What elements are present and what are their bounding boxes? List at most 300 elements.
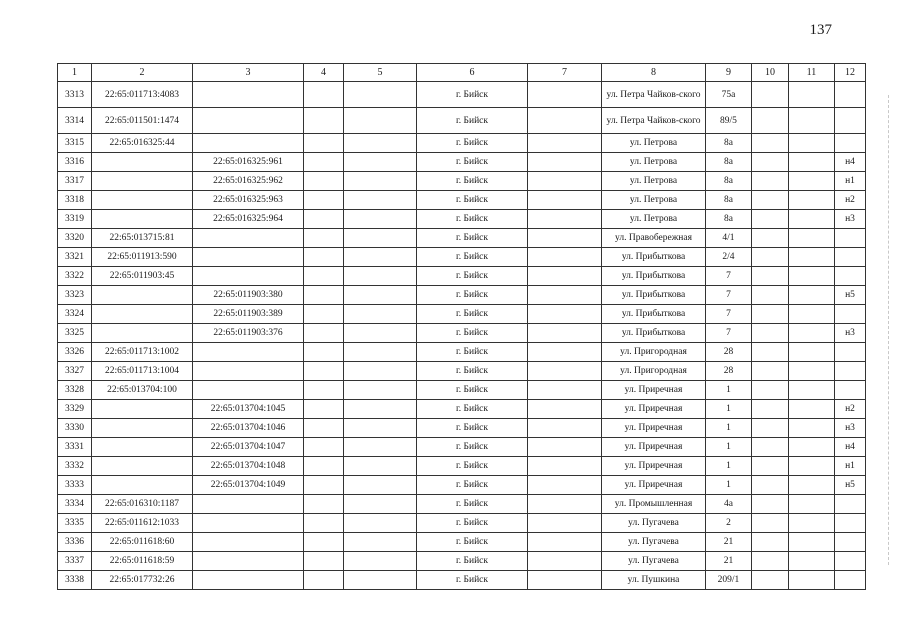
column-header: 3	[193, 64, 304, 82]
empty-cell	[304, 476, 344, 495]
street-cell: ул. Прибыткова	[602, 248, 706, 267]
city-cell: г. Бийск	[417, 495, 528, 514]
empty-cell	[528, 571, 602, 590]
empty-cell	[304, 438, 344, 457]
empty-cell	[344, 108, 417, 134]
record-number-cell: 3318	[58, 191, 92, 210]
empty-cell	[344, 343, 417, 362]
premises-cadastral-number-cell	[193, 343, 304, 362]
table-row	[58, 362, 866, 381]
table-row	[58, 191, 866, 210]
empty-cell	[789, 571, 835, 590]
empty-cell	[304, 305, 344, 324]
record-number-cell: 3332	[58, 457, 92, 476]
empty-cell	[528, 324, 602, 343]
table-row	[58, 495, 866, 514]
city-cell: г. Бийск	[417, 172, 528, 191]
empty-cell	[789, 457, 835, 476]
street-cell: ул. Петрова	[602, 191, 706, 210]
column-header: 2	[92, 64, 193, 82]
empty-cell	[344, 438, 417, 457]
empty-cell	[344, 552, 417, 571]
empty-cell	[344, 153, 417, 172]
empty-cell	[789, 108, 835, 134]
house-number-cell: 1	[706, 419, 752, 438]
empty-cell	[752, 229, 789, 248]
street-cell: ул. Прибыткова	[602, 324, 706, 343]
record-number-cell: 3328	[58, 381, 92, 400]
table-row	[58, 457, 866, 476]
city-cell: г. Бийск	[417, 134, 528, 153]
column-header: 9	[706, 64, 752, 82]
empty-cell	[304, 82, 344, 108]
empty-cell	[789, 172, 835, 191]
table-row	[58, 153, 866, 172]
record-number-cell: 3323	[58, 286, 92, 305]
empty-cell	[344, 82, 417, 108]
empty-cell	[528, 191, 602, 210]
table-row	[58, 210, 866, 229]
empty-cell	[752, 82, 789, 108]
empty-cell	[528, 267, 602, 286]
empty-cell	[752, 191, 789, 210]
empty-cell	[528, 343, 602, 362]
column-header: 12	[835, 64, 866, 82]
street-cell: ул. Пугачева	[602, 533, 706, 552]
empty-cell	[304, 419, 344, 438]
empty-cell	[344, 476, 417, 495]
note-cell	[835, 362, 866, 381]
house-number-cell: 7	[706, 324, 752, 343]
house-number-cell: 1	[706, 438, 752, 457]
street-cell: ул. Пугачева	[602, 552, 706, 571]
empty-cell	[344, 571, 417, 590]
street-cell: ул. Прибыткова	[602, 286, 706, 305]
empty-cell	[789, 229, 835, 248]
cadastral-number-cell	[92, 419, 193, 438]
empty-cell	[344, 457, 417, 476]
empty-cell	[752, 286, 789, 305]
note-cell	[835, 571, 866, 590]
note-cell: н1	[835, 457, 866, 476]
table-row	[58, 267, 866, 286]
table-row	[58, 343, 866, 362]
city-cell: г. Бийск	[417, 82, 528, 108]
cadastral-number-cell: 22:65:016325:44	[92, 134, 193, 153]
record-number-cell: 3338	[58, 571, 92, 590]
empty-cell	[752, 476, 789, 495]
empty-cell	[528, 248, 602, 267]
empty-cell	[789, 533, 835, 552]
empty-cell	[752, 381, 789, 400]
empty-cell	[344, 286, 417, 305]
column-header: 10	[752, 64, 789, 82]
note-cell	[835, 248, 866, 267]
premises-cadastral-number-cell: 22:65:016325:962	[193, 172, 304, 191]
column-header: 1	[58, 64, 92, 82]
note-cell: н3	[835, 324, 866, 343]
house-number-cell: 7	[706, 305, 752, 324]
premises-cadastral-number-cell	[193, 267, 304, 286]
street-cell: ул. Приречная	[602, 381, 706, 400]
empty-cell	[789, 305, 835, 324]
city-cell: г. Бийск	[417, 153, 528, 172]
city-cell: г. Бийск	[417, 533, 528, 552]
empty-cell	[752, 172, 789, 191]
cadastral-number-cell: 22:65:011713:1002	[92, 343, 193, 362]
empty-cell	[344, 267, 417, 286]
empty-cell	[304, 552, 344, 571]
record-number-cell: 3319	[58, 210, 92, 229]
cadastral-number-cell: 22:65:011713:1004	[92, 362, 193, 381]
empty-cell	[528, 305, 602, 324]
house-number-cell: 75а	[706, 82, 752, 108]
house-number-cell: 2/4	[706, 248, 752, 267]
cadastral-number-cell	[92, 305, 193, 324]
table-row	[58, 286, 866, 305]
empty-cell	[528, 172, 602, 191]
cadastral-number-cell: 22:65:011913:590	[92, 248, 193, 267]
street-cell: ул. Петрова	[602, 134, 706, 153]
street-cell: ул. Приречная	[602, 457, 706, 476]
empty-cell	[304, 324, 344, 343]
empty-cell	[752, 267, 789, 286]
scan-edge-marks	[888, 95, 895, 565]
street-cell: ул. Прибыткова	[602, 305, 706, 324]
empty-cell	[344, 210, 417, 229]
premises-cadastral-number-cell: 22:65:013704:1046	[193, 419, 304, 438]
cadastral-number-cell: 22:65:016310:1187	[92, 495, 193, 514]
empty-cell	[789, 381, 835, 400]
cadastral-number-cell	[92, 191, 193, 210]
house-number-cell: 7	[706, 286, 752, 305]
cadastral-number-cell: 22:65:011501:1474	[92, 108, 193, 134]
premises-cadastral-number-cell: 22:65:016325:964	[193, 210, 304, 229]
empty-cell	[304, 457, 344, 476]
city-cell: г. Бийск	[417, 191, 528, 210]
record-number-cell: 3314	[58, 108, 92, 134]
empty-cell	[752, 343, 789, 362]
cadastral-number-cell: 22:65:011618:60	[92, 533, 193, 552]
empty-cell	[304, 267, 344, 286]
cadastral-number-cell	[92, 400, 193, 419]
city-cell: г. Бийск	[417, 210, 528, 229]
note-cell: н2	[835, 191, 866, 210]
house-number-cell: 21	[706, 552, 752, 571]
empty-cell	[344, 134, 417, 153]
city-cell: г. Бийск	[417, 400, 528, 419]
house-number-cell: 1	[706, 476, 752, 495]
premises-cadastral-number-cell	[193, 362, 304, 381]
note-cell	[835, 108, 866, 134]
empty-cell	[344, 400, 417, 419]
house-number-cell: 28	[706, 343, 752, 362]
empty-cell	[344, 514, 417, 533]
city-cell: г. Бийск	[417, 514, 528, 533]
table-row	[58, 400, 866, 419]
record-number-cell: 3331	[58, 438, 92, 457]
empty-cell	[344, 533, 417, 552]
street-cell: ул. Приречная	[602, 438, 706, 457]
empty-cell	[304, 533, 344, 552]
record-number-cell: 3336	[58, 533, 92, 552]
city-cell: г. Бийск	[417, 267, 528, 286]
cadastral-number-cell: 22:65:013704:100	[92, 381, 193, 400]
table-row	[58, 82, 866, 108]
empty-cell	[789, 400, 835, 419]
street-cell: ул. Петрова	[602, 210, 706, 229]
street-cell: ул. Приречная	[602, 419, 706, 438]
note-cell: н3	[835, 210, 866, 229]
cadastral-number-cell: 22:65:011612:1033	[92, 514, 193, 533]
empty-cell	[528, 438, 602, 457]
empty-cell	[528, 514, 602, 533]
cadastral-number-cell	[92, 210, 193, 229]
empty-cell	[528, 400, 602, 419]
column-header: 7	[528, 64, 602, 82]
street-cell: ул. Пригородная	[602, 362, 706, 381]
empty-cell	[789, 82, 835, 108]
city-cell: г. Бийск	[417, 476, 528, 495]
note-cell: н1	[835, 172, 866, 191]
empty-cell	[752, 134, 789, 153]
empty-cell	[344, 362, 417, 381]
empty-cell	[528, 210, 602, 229]
empty-cell	[789, 552, 835, 571]
empty-cell	[344, 172, 417, 191]
house-number-cell: 1	[706, 381, 752, 400]
street-cell: ул. Пугачева	[602, 514, 706, 533]
empty-cell	[789, 476, 835, 495]
note-cell	[835, 343, 866, 362]
note-cell: н3	[835, 419, 866, 438]
premises-cadastral-number-cell	[193, 134, 304, 153]
empty-cell	[752, 571, 789, 590]
cadastral-number-cell: 22:65:017732:26	[92, 571, 193, 590]
street-cell: ул. Петрова	[602, 153, 706, 172]
note-cell: н5	[835, 286, 866, 305]
city-cell: г. Бийск	[417, 438, 528, 457]
house-number-cell: 1	[706, 457, 752, 476]
table-row	[58, 533, 866, 552]
premises-cadastral-number-cell: 22:65:016325:963	[193, 191, 304, 210]
empty-cell	[752, 552, 789, 571]
empty-cell	[789, 210, 835, 229]
empty-cell	[528, 476, 602, 495]
city-cell: г. Бийск	[417, 571, 528, 590]
empty-cell	[789, 438, 835, 457]
cadastral-number-cell	[92, 438, 193, 457]
city-cell: г. Бийск	[417, 457, 528, 476]
empty-cell	[304, 343, 344, 362]
empty-cell	[528, 495, 602, 514]
street-cell: ул. Пушкина	[602, 571, 706, 590]
cadastral-number-cell	[92, 172, 193, 191]
city-cell: г. Бийск	[417, 305, 528, 324]
empty-cell	[528, 229, 602, 248]
house-number-cell: 4а	[706, 495, 752, 514]
premises-cadastral-number-cell: 22:65:011903:389	[193, 305, 304, 324]
house-number-cell: 21	[706, 533, 752, 552]
empty-cell	[528, 286, 602, 305]
empty-cell	[752, 495, 789, 514]
empty-cell	[344, 229, 417, 248]
empty-cell	[789, 343, 835, 362]
city-cell: г. Бийск	[417, 362, 528, 381]
note-cell	[835, 82, 866, 108]
premises-cadastral-number-cell	[193, 514, 304, 533]
note-cell	[835, 134, 866, 153]
city-cell: г. Бийск	[417, 381, 528, 400]
premises-cadastral-number-cell: 22:65:013704:1048	[193, 457, 304, 476]
empty-cell	[789, 324, 835, 343]
record-number-cell: 3313	[58, 82, 92, 108]
premises-cadastral-number-cell	[193, 82, 304, 108]
house-number-cell: 7	[706, 267, 752, 286]
note-cell	[835, 305, 866, 324]
empty-cell	[528, 457, 602, 476]
empty-cell	[344, 495, 417, 514]
column-header: 6	[417, 64, 528, 82]
city-cell: г. Бийск	[417, 108, 528, 134]
note-cell	[835, 495, 866, 514]
cadastral-number-cell: 22:65:011903:45	[92, 267, 193, 286]
empty-cell	[752, 362, 789, 381]
record-number-cell: 3326	[58, 343, 92, 362]
house-number-cell: 8а	[706, 153, 752, 172]
street-cell: ул. Пригородная	[602, 343, 706, 362]
column-header: 8	[602, 64, 706, 82]
house-number-cell: 89/5	[706, 108, 752, 134]
house-number-cell: 28	[706, 362, 752, 381]
street-cell: ул. Прибыткова	[602, 267, 706, 286]
empty-cell	[752, 438, 789, 457]
record-number-cell: 3320	[58, 229, 92, 248]
cadastral-number-cell	[92, 324, 193, 343]
street-cell: ул. Правобережная	[602, 229, 706, 248]
table-row	[58, 419, 866, 438]
empty-cell	[304, 153, 344, 172]
premises-cadastral-number-cell	[193, 248, 304, 267]
empty-cell	[752, 533, 789, 552]
table-row	[58, 438, 866, 457]
empty-cell	[752, 324, 789, 343]
empty-cell	[528, 134, 602, 153]
city-cell: г. Бийск	[417, 286, 528, 305]
premises-cadastral-number-cell: 22:65:013704:1049	[193, 476, 304, 495]
record-number-cell: 3316	[58, 153, 92, 172]
city-cell: г. Бийск	[417, 248, 528, 267]
city-cell: г. Бийск	[417, 229, 528, 248]
table-row	[58, 172, 866, 191]
premises-cadastral-number-cell	[193, 533, 304, 552]
premises-cadastral-number-cell: 22:65:016325:961	[193, 153, 304, 172]
premises-cadastral-number-cell	[193, 381, 304, 400]
record-number-cell: 3324	[58, 305, 92, 324]
empty-cell	[304, 229, 344, 248]
house-number-cell: 4/1	[706, 229, 752, 248]
table-row	[58, 476, 866, 495]
empty-cell	[528, 533, 602, 552]
empty-cell	[528, 108, 602, 134]
record-number-cell: 3330	[58, 419, 92, 438]
table-row	[58, 514, 866, 533]
city-cell: г. Бийск	[417, 324, 528, 343]
note-cell: н2	[835, 400, 866, 419]
record-number-cell: 3337	[58, 552, 92, 571]
table-row	[58, 552, 866, 571]
premises-cadastral-number-cell	[193, 108, 304, 134]
empty-cell	[528, 419, 602, 438]
note-cell	[835, 267, 866, 286]
house-number-cell: 8а	[706, 172, 752, 191]
record-number-cell: 3329	[58, 400, 92, 419]
record-number-cell: 3334	[58, 495, 92, 514]
table-row	[58, 248, 866, 267]
premises-cadastral-number-cell: 22:65:011903:380	[193, 286, 304, 305]
premises-cadastral-number-cell: 22:65:013704:1047	[193, 438, 304, 457]
empty-cell	[789, 495, 835, 514]
house-number-cell: 1	[706, 400, 752, 419]
empty-cell	[304, 571, 344, 590]
premises-cadastral-number-cell	[193, 552, 304, 571]
cadastral-number-cell	[92, 457, 193, 476]
cadastral-number-cell	[92, 153, 193, 172]
record-number-cell: 3325	[58, 324, 92, 343]
note-cell	[835, 514, 866, 533]
empty-cell	[528, 381, 602, 400]
note-cell	[835, 533, 866, 552]
empty-cell	[752, 400, 789, 419]
empty-cell	[344, 248, 417, 267]
note-cell	[835, 229, 866, 248]
empty-cell	[304, 248, 344, 267]
street-cell: ул. Приречная	[602, 400, 706, 419]
street-cell: ул. Промышленная	[602, 495, 706, 514]
house-number-cell: 8а	[706, 134, 752, 153]
column-header: 11	[789, 64, 835, 82]
empty-cell	[528, 552, 602, 571]
empty-cell	[344, 381, 417, 400]
empty-cell	[344, 419, 417, 438]
note-cell: н5	[835, 476, 866, 495]
note-cell	[835, 381, 866, 400]
record-number-cell: 3322	[58, 267, 92, 286]
table-body	[58, 82, 866, 590]
empty-cell	[344, 305, 417, 324]
street-cell: ул. Петрова	[602, 172, 706, 191]
empty-cell	[304, 400, 344, 419]
empty-cell	[528, 362, 602, 381]
table-row	[58, 134, 866, 153]
cadastral-number-cell: 22:65:011713:4083	[92, 82, 193, 108]
table-row	[58, 324, 866, 343]
column-header: 4	[304, 64, 344, 82]
empty-cell	[304, 172, 344, 191]
empty-cell	[304, 134, 344, 153]
empty-cell	[752, 210, 789, 229]
house-number-cell: 8а	[706, 191, 752, 210]
premises-cadastral-number-cell: 22:65:011903:376	[193, 324, 304, 343]
premises-cadastral-number-cell: 22:65:013704:1045	[193, 400, 304, 419]
note-cell	[835, 552, 866, 571]
house-number-cell: 8а	[706, 210, 752, 229]
empty-cell	[528, 153, 602, 172]
registry-table	[57, 63, 866, 590]
empty-cell	[789, 134, 835, 153]
record-number-cell: 3333	[58, 476, 92, 495]
empty-cell	[304, 108, 344, 134]
